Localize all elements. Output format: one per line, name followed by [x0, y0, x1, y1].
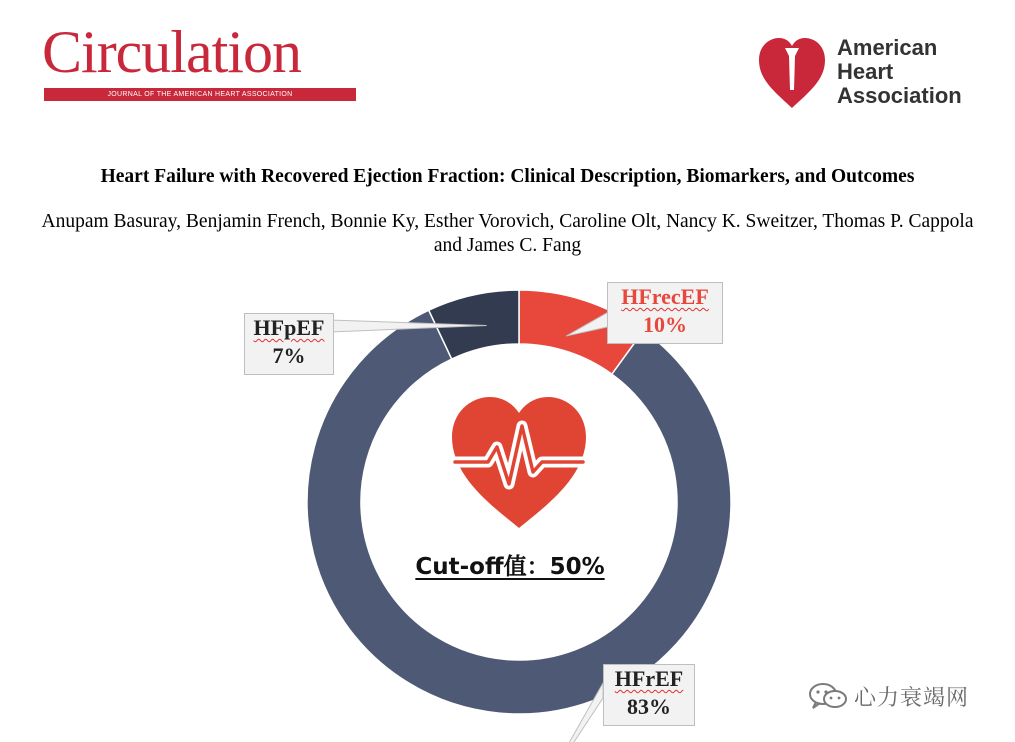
slice-value-hfrecef: 10%	[643, 312, 687, 337]
callout-hfrecef	[607, 282, 723, 344]
aha-line-1: American	[837, 35, 938, 60]
aha-line-2: Heart	[837, 59, 894, 84]
slice-value-hfref: 83%	[627, 694, 671, 719]
paper-title: Heart Failure with Recovered Ejection Fraction: Clinical Description, Biomarkers, and Outcomes	[100, 166, 915, 187]
circulation-wordmark: Circulation	[42, 19, 301, 85]
slice-label-hfpef: HFpEF	[253, 315, 325, 340]
wechat-icon	[808, 682, 848, 710]
watermark-text: 心力衰竭网	[854, 686, 970, 711]
slice-value-hfpef: 7%	[272, 343, 306, 368]
paper-authors: Anupam Basuray, Benjamin French, Bonnie Ky, Esther Vorovich, Caroline Olt, Nancy K. Sweitzer, Thomas P. Cappola and James C. Fang	[41, 211, 974, 256]
callout-hfpef	[244, 313, 334, 375]
slice-label-hfref: HFrEF	[614, 666, 684, 691]
cutoff-label: Cut-off值：50%	[415, 554, 605, 580]
circulation-tagline: JOURNAL OF THE AMERICAN HEART ASSOCIATION	[44, 88, 356, 101]
slice-label-hfrecef: HFrecEF	[621, 284, 709, 309]
watermark	[808, 680, 1008, 712]
aha-line-3: Association	[837, 83, 962, 108]
callout-hfref	[603, 664, 695, 726]
heart-pulse-icon	[452, 397, 586, 528]
